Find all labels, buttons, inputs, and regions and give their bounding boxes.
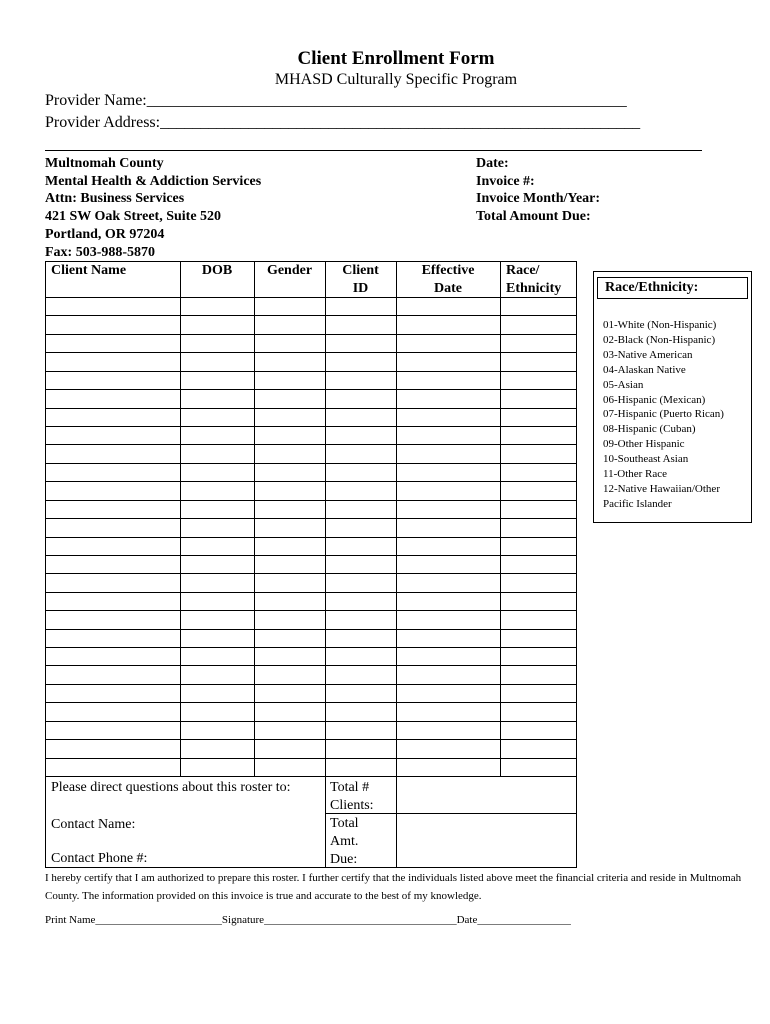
- invoice-month-year-label: Invoice Month/Year:: [476, 191, 601, 207]
- legend-item: 10-Southeast Asian: [603, 453, 689, 466]
- table-row[interactable]: [45, 592, 577, 610]
- address-line: Mental Health & Addiction Services: [45, 173, 262, 189]
- column-header-effective-date: Effective Date: [421, 263, 475, 296]
- legend-item: 12-Native Hawaiian/Other: [603, 482, 720, 495]
- certification-statement: I hereby certify that I am authorized to prepare this roster. I further certify that the individuals listed above meet the financial criteria and reside in Multnomah County. The information provided on this invoice is true and accurate to the best of my knowledge.: [45, 872, 742, 902]
- column-header-client-name: Client Name: [51, 263, 127, 278]
- column-header-dob: DOB: [201, 263, 233, 278]
- race-ethnicity-legend: [593, 271, 752, 523]
- legend-item: 04-Alaskan Native: [603, 363, 686, 376]
- total-clients-label: Total # Clients:: [330, 780, 374, 813]
- table-row[interactable]: [45, 739, 577, 757]
- form-subtitle: MHASD Culturally Specific Program: [274, 71, 518, 88]
- address-line: Fax: 503-988-5870: [45, 244, 156, 260]
- legend-item: 09-Other Hispanic: [603, 438, 685, 451]
- table-row[interactable]: [45, 371, 577, 389]
- table-row[interactable]: [45, 444, 577, 462]
- table-row[interactable]: [45, 518, 577, 536]
- legend-item: 11-Other Race: [603, 468, 668, 481]
- table-row[interactable]: [45, 573, 577, 591]
- table-row[interactable]: [45, 610, 577, 628]
- legend-item: 05-Asian: [603, 378, 644, 391]
- table-row[interactable]: [45, 629, 577, 647]
- table-row[interactable]: [45, 389, 577, 407]
- client-roster-table: [45, 261, 577, 868]
- provider-name-field[interactable]: Provider Name:____________________________________________________________: [45, 92, 627, 109]
- legend-item: Pacific Islander: [603, 497, 672, 510]
- column-header-gender: Gender: [266, 263, 313, 278]
- address-line: Multnomah County: [45, 156, 164, 171]
- table-row[interactable]: [45, 352, 577, 370]
- contact-name-field[interactable]: Contact Name:: [51, 817, 136, 832]
- table-row[interactable]: [45, 315, 577, 333]
- footer-divider: [45, 776, 577, 777]
- column-header-race-ethnicity: Race/ Ethnicity: [506, 263, 562, 296]
- total-amount-due-label: Total Amount Due:: [476, 209, 591, 225]
- table-row[interactable]: [45, 408, 577, 426]
- legend-item: 02-Black (Non-Hispanic): [603, 333, 716, 346]
- legend-item: 03-Native American: [603, 348, 693, 361]
- header-divider: [45, 150, 702, 151]
- column-divider: [325, 776, 326, 868]
- legend-item: 07-Hispanic (Puerto Rican): [603, 408, 724, 421]
- table-row[interactable]: [45, 665, 577, 683]
- table-row[interactable]: [45, 721, 577, 739]
- table-row[interactable]: [45, 297, 577, 315]
- legend-items: [603, 318, 724, 512]
- address-line: Attn: Business Services: [45, 191, 185, 207]
- legend-item: 06-Hispanic (Mexican): [603, 393, 706, 406]
- table-row[interactable]: [45, 463, 577, 481]
- table-row[interactable]: [45, 555, 577, 573]
- county-address-block: [45, 155, 261, 261]
- invoice-block: [476, 155, 600, 226]
- footer-divider: [325, 813, 577, 814]
- table-row[interactable]: [45, 684, 577, 702]
- table-row[interactable]: [45, 702, 577, 720]
- contact-phone-field[interactable]: Contact Phone #:: [51, 851, 148, 866]
- invoice-number-label: Invoice #:: [476, 173, 535, 189]
- legend-item: 01-White (Non-Hispanic): [603, 319, 717, 331]
- table-row[interactable]: [45, 426, 577, 444]
- table-row[interactable]: [45, 334, 577, 352]
- form-title: Client Enrollment Form: [297, 48, 495, 69]
- column-header-client-id: Client ID: [342, 263, 379, 296]
- table-row[interactable]: [45, 537, 577, 555]
- table-row[interactable]: [45, 481, 577, 499]
- invoice-date-label: Date:: [476, 156, 509, 171]
- table-row[interactable]: [45, 647, 577, 665]
- total-amount-label: Total Amt. Due:: [330, 816, 359, 867]
- table-row[interactable]: [45, 758, 577, 776]
- provider-address-field[interactable]: Provider Address:____________________________________________________________: [45, 114, 641, 131]
- address-line: 421 SW Oak Street, Suite 520: [45, 209, 222, 225]
- table-row[interactable]: [45, 500, 577, 518]
- questions-label: Please direct questions about this roster to:: [51, 780, 291, 795]
- legend-title: Race/Ethnicity:: [597, 277, 748, 299]
- legend-item: 08-Hispanic (Cuban): [603, 423, 696, 436]
- signature-line[interactable]: Print Name_______________________Signature___________________________________Date_________________: [45, 914, 571, 926]
- address-line: Portland, OR 97204: [45, 226, 165, 242]
